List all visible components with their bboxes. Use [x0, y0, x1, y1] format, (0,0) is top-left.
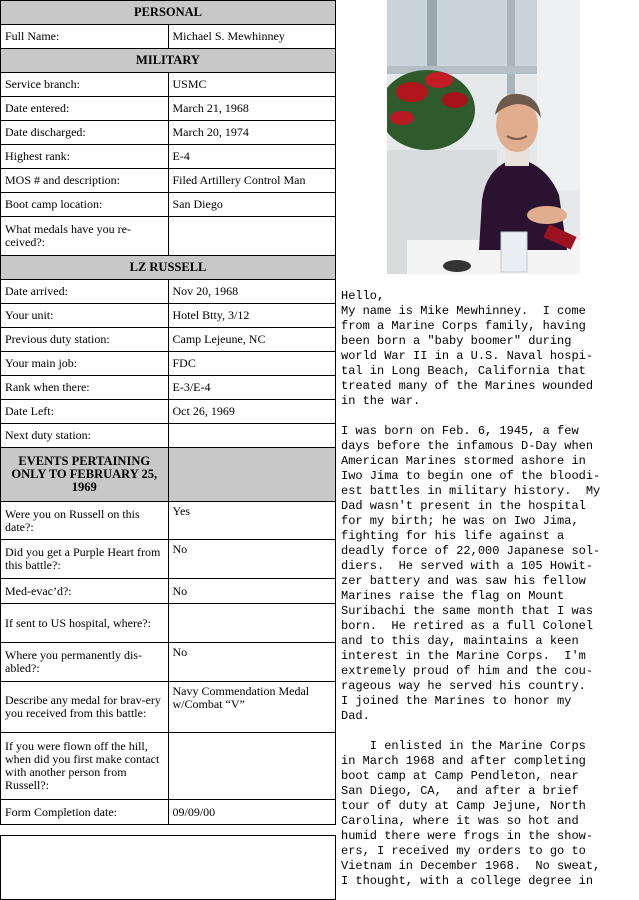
bravery-medal-value: Navy Commendation Medal w/Combat “V”: [168, 682, 336, 733]
mos-label: MOS # and description:: [1, 169, 169, 193]
section-header-military: MILITARY: [1, 49, 336, 73]
medals-label: What medals have you re-ceived?:: [1, 217, 169, 256]
previous-station-label: Previous duty station:: [1, 328, 169, 352]
disabled-value: No: [168, 643, 336, 682]
letter-text: Hello, My name is Mike Mewhinney. I come from a Marine Corps family, having been born a "baby boomer" during world War II in a U.S. Naval hospi- tal in Long Beach, California that treated many of the Marines wounded in the war. I was born on Feb. 6, 1945, a few days before the infamous D-Day when American Marines stormed ashore in Iwo Jima to begin one of the bloodi- est battles in military history. My Dad wasn't present in the hospital for my birth; he was on Iwo Jima, fighting for his life against a deadly force of 22,000 Japanese sol- diers. He served with a 105 Howit- zer battery and was saw his fellow Marines raise the flag on Mount Suribachi the same month that I was born. He retired as a full Colonel and to this day, maintains a keen interest in the Marine Corps. I'm extremely proud of him and the cou- rageous way he served his country. I joined the Marines to honor my Dad. I enlisted in the Marine Corps in March 1968 and after completing boot camp at Camp Pendleton, near San Diego, CA, and after a brief tour of duty at Camp Jejune, North Carolina, where it was so hot and humid there were frogs in the show- ers, I received my orders to go to Vietnam in December 1968. No sweat, I thought, with a college degree in: [341, 289, 601, 888]
medevac-label: Med-evac’d?:: [1, 579, 169, 604]
purple-heart-value: No: [168, 540, 336, 579]
blank-notes-box: [0, 835, 336, 900]
boot-camp-label: Boot camp location:: [1, 193, 169, 217]
service-branch-value: USMC: [168, 73, 336, 97]
flown-off-label: If you were flown off the hill, when did you first make contact with another person from Russell?:: [1, 733, 169, 800]
rank-there-value: E-3/E-4: [168, 376, 336, 400]
section-header-lz-russell: LZ RUSSELL: [1, 256, 336, 280]
highest-rank-value: E-4: [168, 145, 336, 169]
on-russell-label: Were you on Russell on this date?:: [1, 502, 169, 540]
on-russell-value: Yes: [168, 502, 336, 540]
section-header-personal: PERSONAL: [1, 1, 336, 25]
highest-rank-label: Highest rank:: [1, 145, 169, 169]
service-branch-label: Service branch:: [1, 73, 169, 97]
full-name-value: Michael S. Mewhinney: [168, 25, 336, 49]
full-name-label: Full Name:: [1, 25, 169, 49]
medals-value: [168, 217, 336, 256]
next-station-label: Next duty station:: [1, 424, 169, 448]
us-hospital-value: [168, 604, 336, 643]
purple-heart-label: Did you get a Purple Heart from this battle?:: [1, 540, 169, 579]
rank-there-label: Rank when there:: [1, 376, 169, 400]
boot-camp-value: San Diego: [168, 193, 336, 217]
date-entered-label: Date entered:: [1, 97, 169, 121]
mos-value: Filed Artillery Control Man: [168, 169, 336, 193]
veteran-form-table: [0, 0, 336, 825]
date-entered-value: March 21, 1968: [168, 97, 336, 121]
unit-value: Hotel Btty, 3/12: [168, 304, 336, 328]
unit-label: Your unit:: [1, 304, 169, 328]
date-arrived-value: Nov 20, 1968: [168, 280, 336, 304]
previous-station-value: Camp Lejeune, NC: [168, 328, 336, 352]
date-arrived-label: Date arrived:: [1, 280, 169, 304]
date-discharged-label: Date discharged:: [1, 121, 169, 145]
flown-off-value: [168, 733, 336, 800]
date-left-label: Date Left:: [1, 400, 169, 424]
main-job-label: Your main job:: [1, 352, 169, 376]
next-station-value: [168, 424, 336, 448]
section-header-events-blank: [168, 448, 336, 502]
date-discharged-value: March 20, 1974: [168, 121, 336, 145]
portrait-photo: [387, 0, 580, 274]
medevac-value: No: [168, 579, 336, 604]
date-left-value: Oct 26, 1969: [168, 400, 336, 424]
disabled-label: Where you permanently dis-abled?:: [1, 643, 169, 682]
portrait-photo-illustration: [387, 0, 580, 274]
section-header-events: EVENTS PERTAINING ONLY TO FEBRUARY 25, 1969: [1, 448, 169, 502]
main-job-value: FDC: [168, 352, 336, 376]
bravery-medal-label: Describe any medal for brav-ery you received from this battle:: [1, 682, 169, 733]
completion-date-label: Form Completion date:: [1, 800, 169, 825]
us-hospital-label: If sent to US hospital, where?:: [1, 604, 169, 643]
completion-date-value: 09/09/00: [168, 800, 336, 825]
